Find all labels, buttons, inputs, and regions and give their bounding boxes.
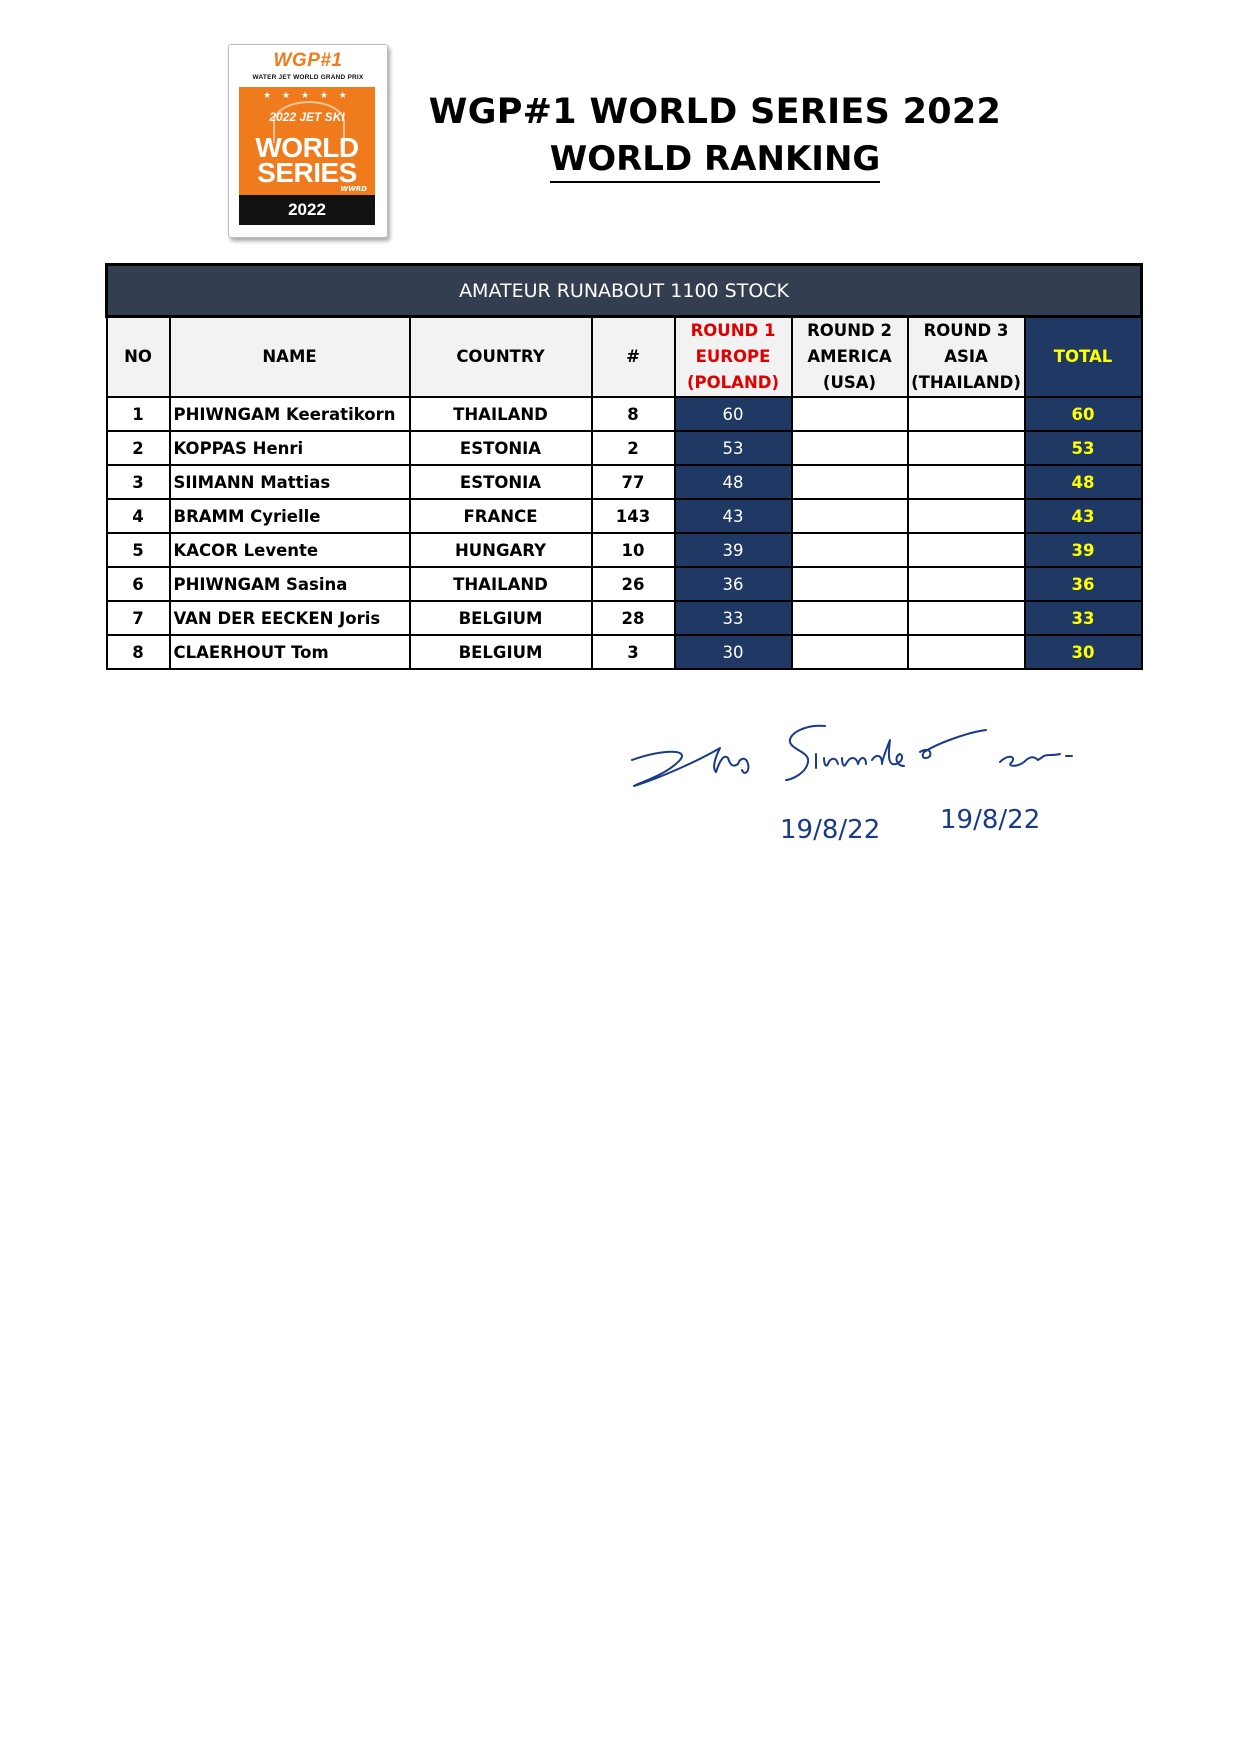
race-number-cell: 3 <box>592 635 675 669</box>
country-cell: THAILAND <box>410 397 592 431</box>
total-score-cell: 30 <box>1025 635 1142 669</box>
table-row <box>107 397 1142 431</box>
round1-line1: ROUND 1 <box>690 321 776 340</box>
country-cell: FRANCE <box>410 499 592 533</box>
round1-score-cell: 43 <box>675 499 792 533</box>
country-cell: ESTONIA <box>410 465 592 499</box>
rider-name-cell: CLAERHOUT Tom <box>170 635 410 669</box>
logo-big-text <box>239 132 375 188</box>
round1-score-cell: 36 <box>675 567 792 601</box>
round2-score-cell <box>792 635 908 669</box>
rank-number-cell: 7 <box>107 601 170 635</box>
table-row <box>107 567 1142 601</box>
rank-number-cell: 4 <box>107 499 170 533</box>
table-row <box>107 465 1142 499</box>
rank-number-cell: 8 <box>107 635 170 669</box>
total-score-cell: 53 <box>1025 431 1142 465</box>
round3-score-cell <box>908 397 1025 431</box>
col-header-country: COUNTRY <box>410 317 592 398</box>
rider-name-cell: BRAMM Cyrielle <box>170 499 410 533</box>
country-cell: ESTONIA <box>410 431 592 465</box>
race-number-cell: 143 <box>592 499 675 533</box>
round3-score-cell <box>908 465 1025 499</box>
total-score-cell: 60 <box>1025 397 1142 431</box>
logo-small-text: 2022 JET SKI <box>269 110 345 124</box>
round2-line2: AMERICA <box>807 347 892 366</box>
table-row <box>107 431 1142 465</box>
page-subtitle: WORLD RANKING <box>550 137 881 183</box>
round3-line3: (THAILAND) <box>911 373 1021 392</box>
round2-line1: ROUND 2 <box>807 321 892 340</box>
round3-line2: ASIA <box>944 347 988 366</box>
round1-score-cell: 53 <box>675 431 792 465</box>
country-cell: THAILAND <box>410 567 592 601</box>
round3-score-cell <box>908 431 1025 465</box>
race-number-cell: 26 <box>592 567 675 601</box>
column-header-row <box>107 317 1142 398</box>
table-row <box>107 499 1142 533</box>
rank-number-cell: 3 <box>107 465 170 499</box>
col-header-round2 <box>792 317 908 398</box>
rider-name-cell: SIIMANN Mattias <box>170 465 410 499</box>
race-number-cell: 28 <box>592 601 675 635</box>
round1-score-cell: 60 <box>675 397 792 431</box>
col-header-round1 <box>675 317 792 398</box>
signature-date-1: 19/8/22 <box>780 815 881 845</box>
col-header-no: NO <box>107 317 170 398</box>
page-subtitle-wrap <box>360 137 1070 183</box>
round2-score-cell <box>792 567 908 601</box>
total-score-cell: 33 <box>1025 601 1142 635</box>
round2-line3: (USA) <box>822 373 877 392</box>
round3-score-cell <box>908 601 1025 635</box>
country-cell: BELGIUM <box>410 601 592 635</box>
logo-badge <box>239 87 375 195</box>
race-number-cell: 8 <box>592 397 675 431</box>
logo-subtitle: WATER JET WORLD GRAND PRIX <box>252 74 364 81</box>
total-score-cell: 39 <box>1025 533 1142 567</box>
rider-name-cell: PHIWNGAM Sasina <box>170 567 410 601</box>
signature-date-2: 19/8/22 <box>940 805 1041 835</box>
rider-name-cell: PHIWNGAM Keeratikorn <box>170 397 410 431</box>
logo-wwrd: WWRD <box>340 185 367 193</box>
ranking-rows <box>107 397 1142 669</box>
round3-score-cell <box>908 635 1025 669</box>
rider-name-cell: KOPPAS Henri <box>170 431 410 465</box>
col-header-name: NAME <box>170 317 410 398</box>
rider-name-cell: VAN DER EECKEN Joris <box>170 601 410 635</box>
round1-score-cell: 39 <box>675 533 792 567</box>
logo-big-line2: SERIES <box>257 157 357 188</box>
table-row <box>107 601 1142 635</box>
logo-big-line1: WORLD <box>255 132 359 163</box>
rank-number-cell: 1 <box>107 397 170 431</box>
signature-3 <box>920 730 1072 766</box>
race-number-cell: 10 <box>592 533 675 567</box>
round1-score-cell: 30 <box>675 635 792 669</box>
round2-score-cell <box>792 431 908 465</box>
rider-name-cell: KACOR Levente <box>170 533 410 567</box>
table-row <box>107 635 1142 669</box>
round1-line2: EUROPE <box>695 347 771 366</box>
rank-number-cell: 5 <box>107 533 170 567</box>
signatures <box>620 720 1140 850</box>
logo-header <box>235 49 381 87</box>
signature-1 <box>632 748 748 786</box>
col-header-number: # <box>592 317 675 398</box>
logo-year: 2022 <box>239 195 375 225</box>
round2-score-cell <box>792 601 908 635</box>
round3-line1: ROUND 3 <box>923 321 1009 340</box>
total-score-cell: 48 <box>1025 465 1142 499</box>
country-cell: BELGIUM <box>410 635 592 669</box>
total-score-cell: 43 <box>1025 499 1142 533</box>
table-row <box>107 533 1142 567</box>
round1-line3: (POLAND) <box>687 373 779 392</box>
round2-score-cell <box>792 533 908 567</box>
round2-score-cell <box>792 499 908 533</box>
round3-score-cell <box>908 567 1025 601</box>
round3-score-cell <box>908 533 1025 567</box>
logo-stars: ★ ★ ★ ★ ★ <box>263 91 351 101</box>
country-cell: HUNGARY <box>410 533 592 567</box>
rank-number-cell: 2 <box>107 431 170 465</box>
ranking-table <box>105 263 1143 670</box>
round3-score-cell <box>908 499 1025 533</box>
race-number-cell: 2 <box>592 431 675 465</box>
total-score-cell: 36 <box>1025 567 1142 601</box>
signature-2 <box>786 726 904 780</box>
round2-score-cell <box>792 397 908 431</box>
category-header-row <box>107 265 1142 317</box>
page-title: WGP#1 WORLD SERIES 2022 <box>428 92 1002 132</box>
rank-number-cell: 6 <box>107 567 170 601</box>
col-header-total: TOTAL <box>1025 317 1142 398</box>
col-header-round3 <box>908 317 1025 398</box>
round1-score-cell: 48 <box>675 465 792 499</box>
race-number-cell: 77 <box>592 465 675 499</box>
category-title: AMATEUR RUNABOUT 1100 STOCK <box>107 265 1142 317</box>
round2-score-cell <box>792 465 908 499</box>
logo-brand: WGP#1 <box>273 50 343 71</box>
round1-score-cell: 33 <box>675 601 792 635</box>
